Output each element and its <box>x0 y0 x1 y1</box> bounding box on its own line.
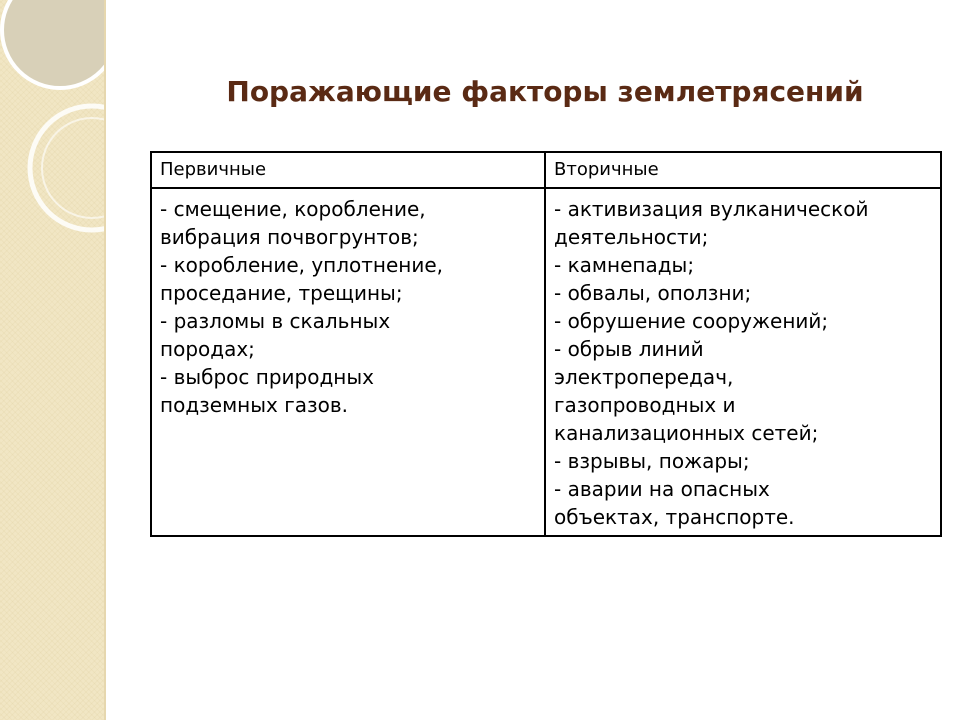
secondary-factors-cell <box>545 188 941 536</box>
primary-line: - выброс природных <box>160 365 375 389</box>
primary-line: вибрация почвогрунтов; <box>160 225 419 249</box>
secondary-line: - обрыв линий <box>554 337 704 361</box>
secondary-line: - обвалы, оползни; <box>554 281 752 305</box>
secondary-line: - активизация вулканической <box>554 197 869 221</box>
secondary-line: - камнепады; <box>554 253 695 277</box>
primary-line: - смещение, коробление, <box>160 197 426 221</box>
decorative-circles <box>0 0 104 260</box>
table-header-row <box>151 152 941 188</box>
secondary-line: канализационных сетей; <box>554 421 819 445</box>
decorative-circle-top <box>2 0 104 88</box>
decorative-ring-inner <box>42 118 104 218</box>
secondary-line: - обрушение сооружений; <box>554 309 829 333</box>
primary-line: проседание, трещины; <box>160 281 403 305</box>
primary-line: - разломы в скальных <box>160 309 391 333</box>
secondary-line: газопроводных и <box>554 393 736 417</box>
factors-table <box>150 151 942 537</box>
header-secondary: Вторичные <box>545 152 941 188</box>
table-row <box>151 188 941 536</box>
secondary-line: деятельности; <box>554 225 709 249</box>
decorative-side-band <box>0 0 104 720</box>
primary-factors-cell <box>151 188 545 536</box>
secondary-line: - взрывы, пожары; <box>554 449 750 473</box>
secondary-line: - аварии на опасных <box>554 477 770 501</box>
header-primary: Первичные <box>151 152 545 188</box>
primary-line: подземных газов. <box>160 393 349 417</box>
secondary-line: электропередач, <box>554 365 734 389</box>
secondary-line: объектах, транспорте. <box>554 505 795 529</box>
primary-line: породах; <box>160 337 255 361</box>
primary-line: - коробление, уплотнение, <box>160 253 444 277</box>
band-edge-divider <box>104 0 106 720</box>
slide-title: Поражающие факторы землетрясений <box>226 75 864 108</box>
